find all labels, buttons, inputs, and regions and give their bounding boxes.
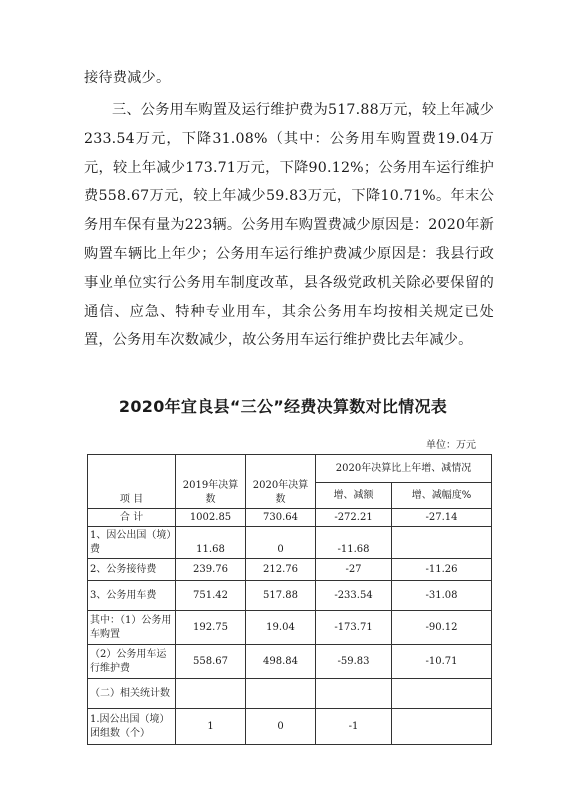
row-item: 其中：（1）公务用车购置 [88,611,176,645]
header-change-group: 2020年决算比上年增、减情况 [316,455,492,483]
row-2020 [246,679,316,709]
row-amount: -1 [316,709,392,745]
table-row [88,611,492,645]
row-amount [316,679,392,709]
row-2019 [176,679,246,709]
unit-label: 单位：万元 [426,440,476,451]
row-amount: -11.68 [316,527,392,559]
row-amount: -173.71 [316,611,392,645]
row-item: （2）公务用车运行维护费 [88,645,176,679]
header-2019: 2019年决算数 [176,455,246,509]
row-2020: 0 [246,527,316,559]
header-change-amount: 增、减额 [316,483,392,509]
header-item: 项 目 [88,455,176,509]
table-row [88,509,492,527]
paragraph-vehicle-costs: 三、公务用车购置及运行维护费为517.88万元，较上年减少233.54万元，下降31.08%（其中：公务用车购置费19.04万元，较上年减少173.71万元，下降90.12%；公务用车运行维护费558.67万元，较上年减少59.83万元，下降10.71%。年末公务用车保有量为223辆。公务用车购置费减少原因是：2020年新购置车辆比上年少；公务用车运行维护费减少原因是：我县行政事业单位实行公务用车制度改革，县各级党政机关除必要保留的通信、应急、特种专业用车，其余公务用车均按相关规定已处置，公务用车次数减少，故公务用车运行维护费比去年减少。 [84,102,494,349]
row-2020: 0 [246,709,316,745]
row-item: （二）相关统计数 [88,679,176,709]
table-title: 2020年宜良县“三公”经费决算数对比情况表 [118,397,448,416]
row-2019: 558.67 [176,645,246,679]
row-2020: 19.04 [246,611,316,645]
expense-comparison-table [87,454,492,745]
row-pct [392,679,492,709]
row-2020: 517.88 [246,581,316,611]
row-pct: -11.26 [392,559,492,581]
row-item: 合 计 [88,509,176,527]
row-2020: 212.76 [246,559,316,581]
row-pct [392,709,492,745]
row-pct [392,527,492,559]
row-2019: 11.68 [176,527,246,559]
row-pct: -27.14 [392,509,492,527]
row-item: 1.因公出国（境）团组数（个） [88,709,176,745]
row-item: 2、公务接待费 [88,559,176,581]
row-amount: -59.83 [316,645,392,679]
row-2020: 730.64 [246,509,316,527]
table-row [88,709,492,745]
row-pct: -90.12 [392,611,492,645]
table-row [88,679,492,709]
row-2019: 751.42 [176,581,246,611]
row-amount: -27 [316,559,392,581]
row-pct: -10.71 [392,645,492,679]
row-item: 1、因公出国（境）费 [88,527,176,559]
row-2019: 192.75 [176,611,246,645]
row-pct: -31.08 [392,581,492,611]
header-change-pct: 增、减幅度% [392,483,492,509]
table-row [88,559,492,581]
table-row [88,527,492,559]
row-2019: 239.76 [176,559,246,581]
row-amount: -272.21 [316,509,392,527]
paragraph-continuation: 接待费减少。 [84,70,171,86]
row-2020: 498.84 [246,645,316,679]
row-2019: 1002.85 [176,509,246,527]
row-item: 3、公务用车费 [88,581,176,611]
table-row [88,581,492,611]
header-2020: 2020年决算数 [246,455,316,509]
table-row [88,645,492,679]
row-2019: 1 [176,709,246,745]
row-amount: -233.54 [316,581,392,611]
